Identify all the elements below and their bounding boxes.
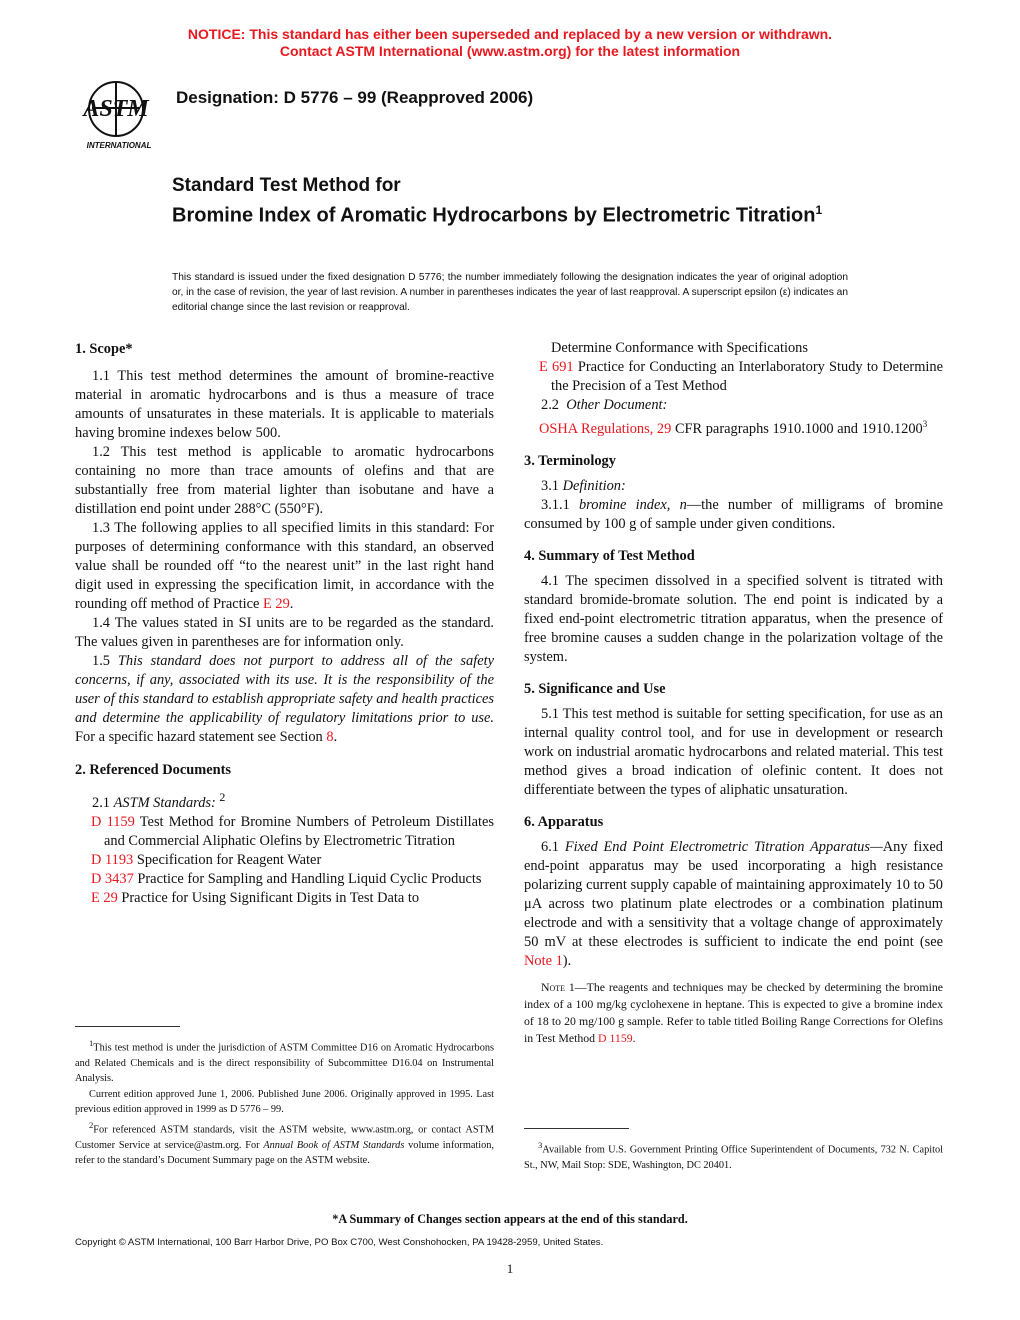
para-6-1-text: Any fixed end-point apparatus may be used incorporating a high resistance polarizing current supply capable of maintaining approximately 10 to 50 μA across two platinum plate electrodes or a combination platinum electrode and with a sensitivity that a voltage change of approximately 50 mV at these electrodes is sufficient to indicate the end point (see	[524, 838, 943, 950]
ref-text: Practice for Using Significant Digits in Test Data to	[121, 889, 420, 906]
para-2-2-num: 2.2	[541, 397, 559, 413]
link-section-8[interactable]: 8	[326, 729, 334, 745]
list-item	[524, 358, 943, 396]
logo-text: ASTM	[83, 96, 149, 122]
title-main	[172, 198, 872, 228]
para-1-4: 1.4 The values stated in SI units are to be regarded as the standard. The values given in parentheses are for information only.	[75, 615, 494, 650]
para-3-1-1-italic: bromine index, n	[578, 496, 687, 513]
footnote-1-text: This test method is under the jurisdiction of ASTM Committee D16 on Aromatic Hydrocarbons and Related Chemicals and is the direct responsibility of Subcommittee D16.04 on Instrumental Analysis.	[75, 1042, 494, 1085]
notice-line-2: Contact ASTM International (www.astm.org) for the latest information	[279, 43, 741, 59]
section-5-heading: 5. Significance and Use	[524, 680, 666, 697]
para-1-3-text: 1.3 The following applies to all specified limits in this standard: For purposes of determining conformance with this standard, an observed value shall be rounded off “to the nearest unit” in the last right hand digit used in expressing the specification limit, in accordance with the rounding off method of Practice	[75, 520, 494, 612]
list-item	[524, 415, 943, 439]
link-e29[interactable]: E 29	[262, 596, 290, 612]
list-item	[91, 851, 494, 870]
right-column	[524, 339, 943, 1047]
link-osha[interactable]: OSHA Regulations, 29	[539, 420, 672, 437]
footnote-right	[524, 1138, 943, 1173]
footnote-3-sup: 3	[538, 1140, 543, 1150]
link-e29-ref[interactable]: E 29	[91, 889, 118, 906]
osha-text: CFR paragraphs 1910.1000 and 1910.1200	[674, 420, 923, 437]
para-3-1-1-num: 3.1.1	[541, 496, 570, 513]
para-1-2: 1.2 This test method is applicable to aromatic hydrocarbons containing no more than trace amounts of olefins and that are substantially free from material lighter than isobutane and have a distillation end point under 288°C (550°F).	[75, 444, 494, 517]
note-1-label: Note 1	[541, 979, 575, 994]
ref-text: Practice for Sampling and Handling Liquid Cyclic Products	[137, 870, 482, 887]
notice-banner	[0, 26, 1020, 60]
para-3-1-italic: Definition:	[562, 477, 626, 494]
title-line-2: Bromine Index of Aromatic Hydrocarbons by Electrometric Titration	[172, 204, 816, 227]
link-e691[interactable]: E 691	[539, 359, 574, 375]
footnote-1	[75, 1036, 494, 1087]
footnote-1b: Current edition approved June 1, 2006. Published June 2006. Originally approved in 1995. Last previous edition approved in 1999 as D 5776 – 99.	[75, 1088, 494, 1116]
link-note-1[interactable]: Note 1	[524, 952, 563, 969]
ref-text: Specification for Reagent Water	[136, 851, 322, 868]
para-2-1-sup: 2	[219, 790, 226, 804]
para-6-1-italic: Fixed End Point Electrometric Titration Apparatus—	[564, 838, 883, 855]
para-6-1-num: 6.1	[541, 838, 559, 855]
copyright: Copyright © ASTM International, 100 Barr Harbor Drive, PO Box C700, West Conshohocken, PA 19428-2959, United States.	[75, 1237, 604, 1248]
para-3-1	[524, 477, 943, 496]
para-1-5: 1.5 This standard does not purport to address all of the safety concerns, if any, associated with its use. It is the responsibility of the user of this standard to establish appropriate safety and health practices and determine the applicability of regulatory limitations prior to use. For a specific hazard statement see Section 8.	[75, 653, 494, 745]
para-4-1: 4.1 The specimen dissolved in a specified solvent is titrated with standard bromide-bromate solution. The end point is indicated by a fixed end-point electrometric titration apparatus, when the presence of free bromine causes a sudden change in the polarization voltage of the system.	[524, 572, 943, 665]
section-4-heading: 4. Summary of Test Method	[524, 547, 695, 564]
footnote-3-text: Available from U.S. Government Printing Office Superintendent of Documents, 732 N. Capitol St., NW, Mail Stop: SDE, Washington, DC 20401.	[524, 1144, 943, 1171]
note-1	[524, 979, 943, 1047]
footnote-divider-right	[524, 1128, 629, 1129]
list-item	[91, 889, 494, 908]
para-6-1-end: ).	[562, 952, 572, 969]
footnote-2-text-a: For referenced ASTM standards, visit the ASTM website, www.astm.org, or contact ASTM Customer Service at service@astm.org. For	[75, 1124, 494, 1151]
footnote-2	[75, 1118, 494, 1169]
section-2-heading: 2. Referenced Documents	[75, 762, 231, 778]
link-d1159[interactable]: D 1159	[91, 813, 135, 830]
referenced-docs-list	[75, 813, 494, 908]
para-1-3-end: .	[289, 596, 294, 612]
para-2-2-italic: Other Document:	[566, 397, 668, 413]
left-column	[75, 340, 494, 908]
footnote-3	[524, 1138, 943, 1173]
para-3-1-1-text: —the number of milligrams of bromine consumed by 100 g of sample under given conditions.	[524, 496, 943, 532]
osha-sup: 3	[922, 419, 928, 429]
list-item	[91, 870, 494, 889]
list-item	[91, 813, 494, 851]
footnote-2-sup: 2	[89, 1119, 94, 1130]
link-d3437[interactable]: D 3437	[91, 870, 134, 887]
astm-logo-icon	[76, 76, 162, 152]
para-1-3	[75, 519, 494, 614]
para-2-1-num: 2.1	[92, 794, 110, 811]
note-1-text: —The reagents and techniques may be checked by determining the bromine index of a 100 mg/kg cyclohexene in heptane. This is expected to give a bromine index of 18 to 20 mg/100 g sample. Refer to table titled Boiling Range Corrections for Olefins in Test Method	[524, 979, 943, 1045]
notice-line-1: NOTICE: This standard has either been superseded and replaced by a new version or withdrawn.	[187, 26, 833, 42]
para-1-5-num: 1.5	[92, 653, 110, 669]
link-d1159-note[interactable]: D 1159	[598, 1030, 633, 1045]
section-1-heading: 1. Scope*	[75, 341, 133, 357]
section-3-heading: 3. Terminology	[524, 452, 616, 469]
para-6-1	[524, 838, 943, 971]
title-sup: 1	[815, 203, 823, 217]
link-d1193[interactable]: D 1193	[91, 851, 134, 868]
para-3-1-num: 3.1	[541, 477, 559, 494]
issued-note: This standard is issued under the fixed designation D 5776; the number immediately following the designation indicates the year of original adoption or, in the case of revision, the year of last revision. A number in parentheses indicates the year of last reapproval. A superscript epsilon (ε) indicates an editorial change since the last revision or reapproval.	[172, 272, 848, 313]
page-number: 1	[506, 1261, 514, 1276]
footnote-2-italic: Annual Book of ASTM Standards	[263, 1139, 405, 1151]
footnote-divider-left	[75, 1026, 180, 1027]
para-2-2	[524, 396, 943, 415]
summary-note: *A Summary of Changes section appears at the end of this standard.	[332, 1212, 688, 1226]
para-1-5-italic: This standard does not purport to address all of the safety concerns, if any, associated with its use. It is the responsibility of the user of this standard to establish appropriate safety and health practices and determine the applicability of regulatory limitations prior to use.	[75, 653, 494, 726]
logo-sub-text: INTERNATIONAL	[86, 141, 152, 150]
ref-text: Practice for Conducting an Interlaboratory Study to Determine the Precision of a Test Method	[551, 359, 943, 394]
footnote-1-sup: 1	[89, 1038, 94, 1048]
para-5-1: 5.1 This test method is suitable for setting specification, for use as an internal quality control tool, and for use in development or research work on industrial aromatic hydrocarbons and related material. This test method gives a broad indication of olefinic content. It does not differentiate between the types of aliphatic unsaturation.	[524, 705, 943, 798]
designation: Designation: D 5776 – 99 (Reapproved 2006)	[176, 88, 534, 107]
footnotes-left	[75, 1036, 494, 1169]
astm-logo	[76, 76, 162, 152]
para-3-1-1	[524, 496, 943, 534]
para-2-1-italic: ASTM Standards:	[113, 794, 216, 811]
title-line-1: Standard Test Method for	[172, 175, 401, 196]
note-1-end: .	[632, 1030, 636, 1045]
para-2-1	[75, 788, 494, 813]
section-6-heading: 6. Apparatus	[524, 813, 604, 830]
ref-text: Test Method for Bromine Numbers of Petroleum Distillates and Commercial Aliphatic Olefins by Electrometric Titration	[104, 813, 494, 849]
para-1-1: 1.1 This test method determines the amount of bromine-reactive material in aromatic hydrocarbons and is thus a measure of trace amounts of unsaturates in these materials. It is applicable to materials having bromine indexes below 500.	[75, 368, 494, 441]
para-1-5-end: For a specific hazard statement see Section	[75, 729, 323, 745]
footnote-2-text-b: volume information, refer to the standard’s Document Summary page on the ASTM website.	[75, 1139, 494, 1167]
ref-continuation: Determine Conformance with Specifications	[551, 340, 808, 356]
